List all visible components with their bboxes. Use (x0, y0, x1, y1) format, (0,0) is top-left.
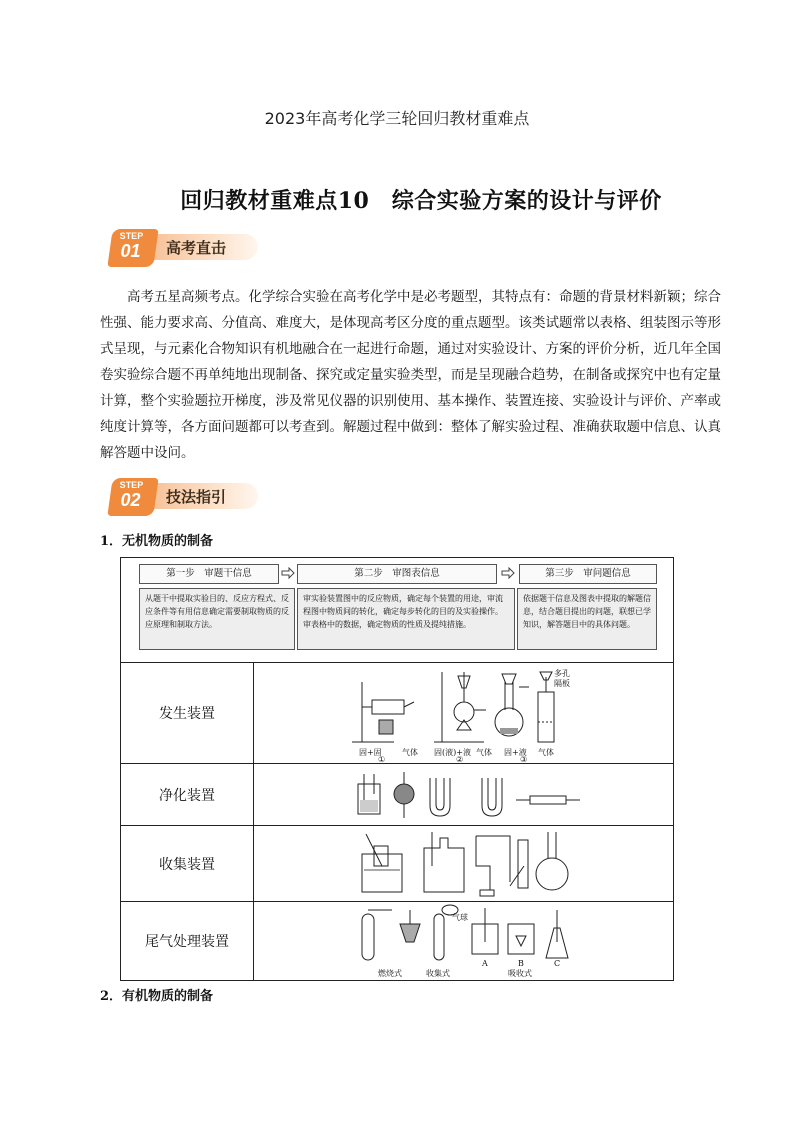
caption-gas: 气体 (538, 748, 554, 757)
step-number: 01 (120, 241, 141, 261)
caption-absorption: 吸收式 (508, 969, 532, 978)
section-organic: 2．有机物质的制备 (100, 989, 214, 1004)
caption-solid-liquid: 固(液)+液 (434, 748, 471, 757)
step-badge (107, 229, 158, 267)
purification-figure (254, 764, 673, 825)
row-collection (121, 826, 673, 902)
flow-step-1-title: 第一步 审题干信息 (139, 564, 279, 584)
arrow-right-icon (501, 567, 515, 579)
caption-solid-solid: 固+固 (359, 748, 382, 757)
step-number: 02 (120, 490, 141, 510)
caption-plate: 隔板 (554, 679, 570, 688)
top-title: 2023年高考化学三轮回归教材重难点 (264, 109, 530, 128)
caption-collection: 收集式 (426, 969, 450, 978)
step-02-heading (110, 478, 260, 512)
caption-a: A (482, 959, 488, 968)
flow-step-2-title: 第二步 审图表信息 (297, 564, 497, 584)
flow-step-1-body: 从题干中提取实验目的、反应方程式、反应条件等有用信息确定需要制取物质的反应原理和制取方法。 (139, 588, 295, 650)
generation-apparatus-diagram (254, 662, 673, 762)
caption-num-3: ③ (520, 755, 528, 762)
generation-figure (254, 662, 673, 763)
tail-gas-apparatus-diagram (254, 902, 673, 980)
step-word: STEP (119, 231, 144, 241)
caption-num-2: ② (456, 755, 464, 762)
step-01-heading (110, 229, 260, 263)
caption-combustion: 燃烧式 (378, 969, 402, 978)
step-word: STEP (119, 480, 144, 490)
row-label: 发生装置 (121, 662, 254, 763)
step-label: 技法指引 (166, 488, 227, 506)
flow-step-2-body: 审实验装置图中的反应物质，确定每个装置的用途，审流程图中物质间的转化，确定每步转化的目的及实验操作。审表格中的数据，确定物质的性质及提纯措施。 (297, 588, 515, 650)
purification-apparatus-diagram (254, 764, 673, 824)
flow-step-3-body: 依据题干信息及图表中提取的解题信息，结合题目提出的问题，联想已学知识，解答题目中的具体问题。 (517, 588, 657, 650)
intro-paragraph: 高考五星高频考点。化学综合实验在高考化学中是必考题型，其特点有：命题的背景材料新颖；综合性强、能力要求高、分值高、难度大，是体现高考区分度的重点题型。该类试题常以表格、组装图示等形式呈现，与元素化合物知识有机地融合在一起进行命题，通过对实验设计、方案的评价分析，近几年全国卷实验综合题不再单纯地出现制备、探究或定量实验类型，而是呈现融合趋势，在制备或探究中也有定量计算，整个实验题拉开梯度，涉及常见仪器的识别使用、基本操作、装置连接、实验设计与评价、产率或纯度计算等，各方面问题都可以考查到。解题过程中做到：整体了解实验过程、准确获取题中信息、认真解答题中设问。 (100, 289, 721, 461)
caption-c: C (554, 959, 561, 968)
section-inorganic: 1．无机物质的制备 (100, 534, 214, 549)
row-label: 收集装置 (121, 826, 254, 901)
row-label: 尾气处理装置 (121, 902, 254, 980)
tail-gas-figure (254, 902, 673, 980)
caption-num-1: ① (378, 755, 386, 762)
caption-gas: 气体 (402, 748, 418, 757)
row-purification (121, 764, 673, 826)
caption-porous: 多孔 (554, 669, 570, 678)
collection-apparatus-diagram (254, 826, 673, 900)
collection-figure (254, 826, 673, 901)
row-tail-gas (121, 902, 673, 980)
step-label: 高考直击 (166, 239, 227, 257)
caption-solid-liquid-2: 固+液 (504, 748, 527, 757)
caption-b: B (518, 959, 524, 968)
row-generation (121, 662, 673, 764)
main-title: 回归教材重难点10 综合实验方案的设计与评价 (180, 188, 662, 214)
flow-step-3-title: 第三步 审问题信息 (519, 564, 657, 584)
apparatus-table (120, 557, 674, 981)
flow-header (121, 558, 673, 663)
caption-gas: 气体 (476, 748, 492, 757)
row-label: 净化装置 (121, 764, 254, 825)
arrow-right-icon (281, 567, 295, 579)
caption-balloon: 气球 (452, 913, 468, 922)
step-badge (107, 478, 158, 516)
